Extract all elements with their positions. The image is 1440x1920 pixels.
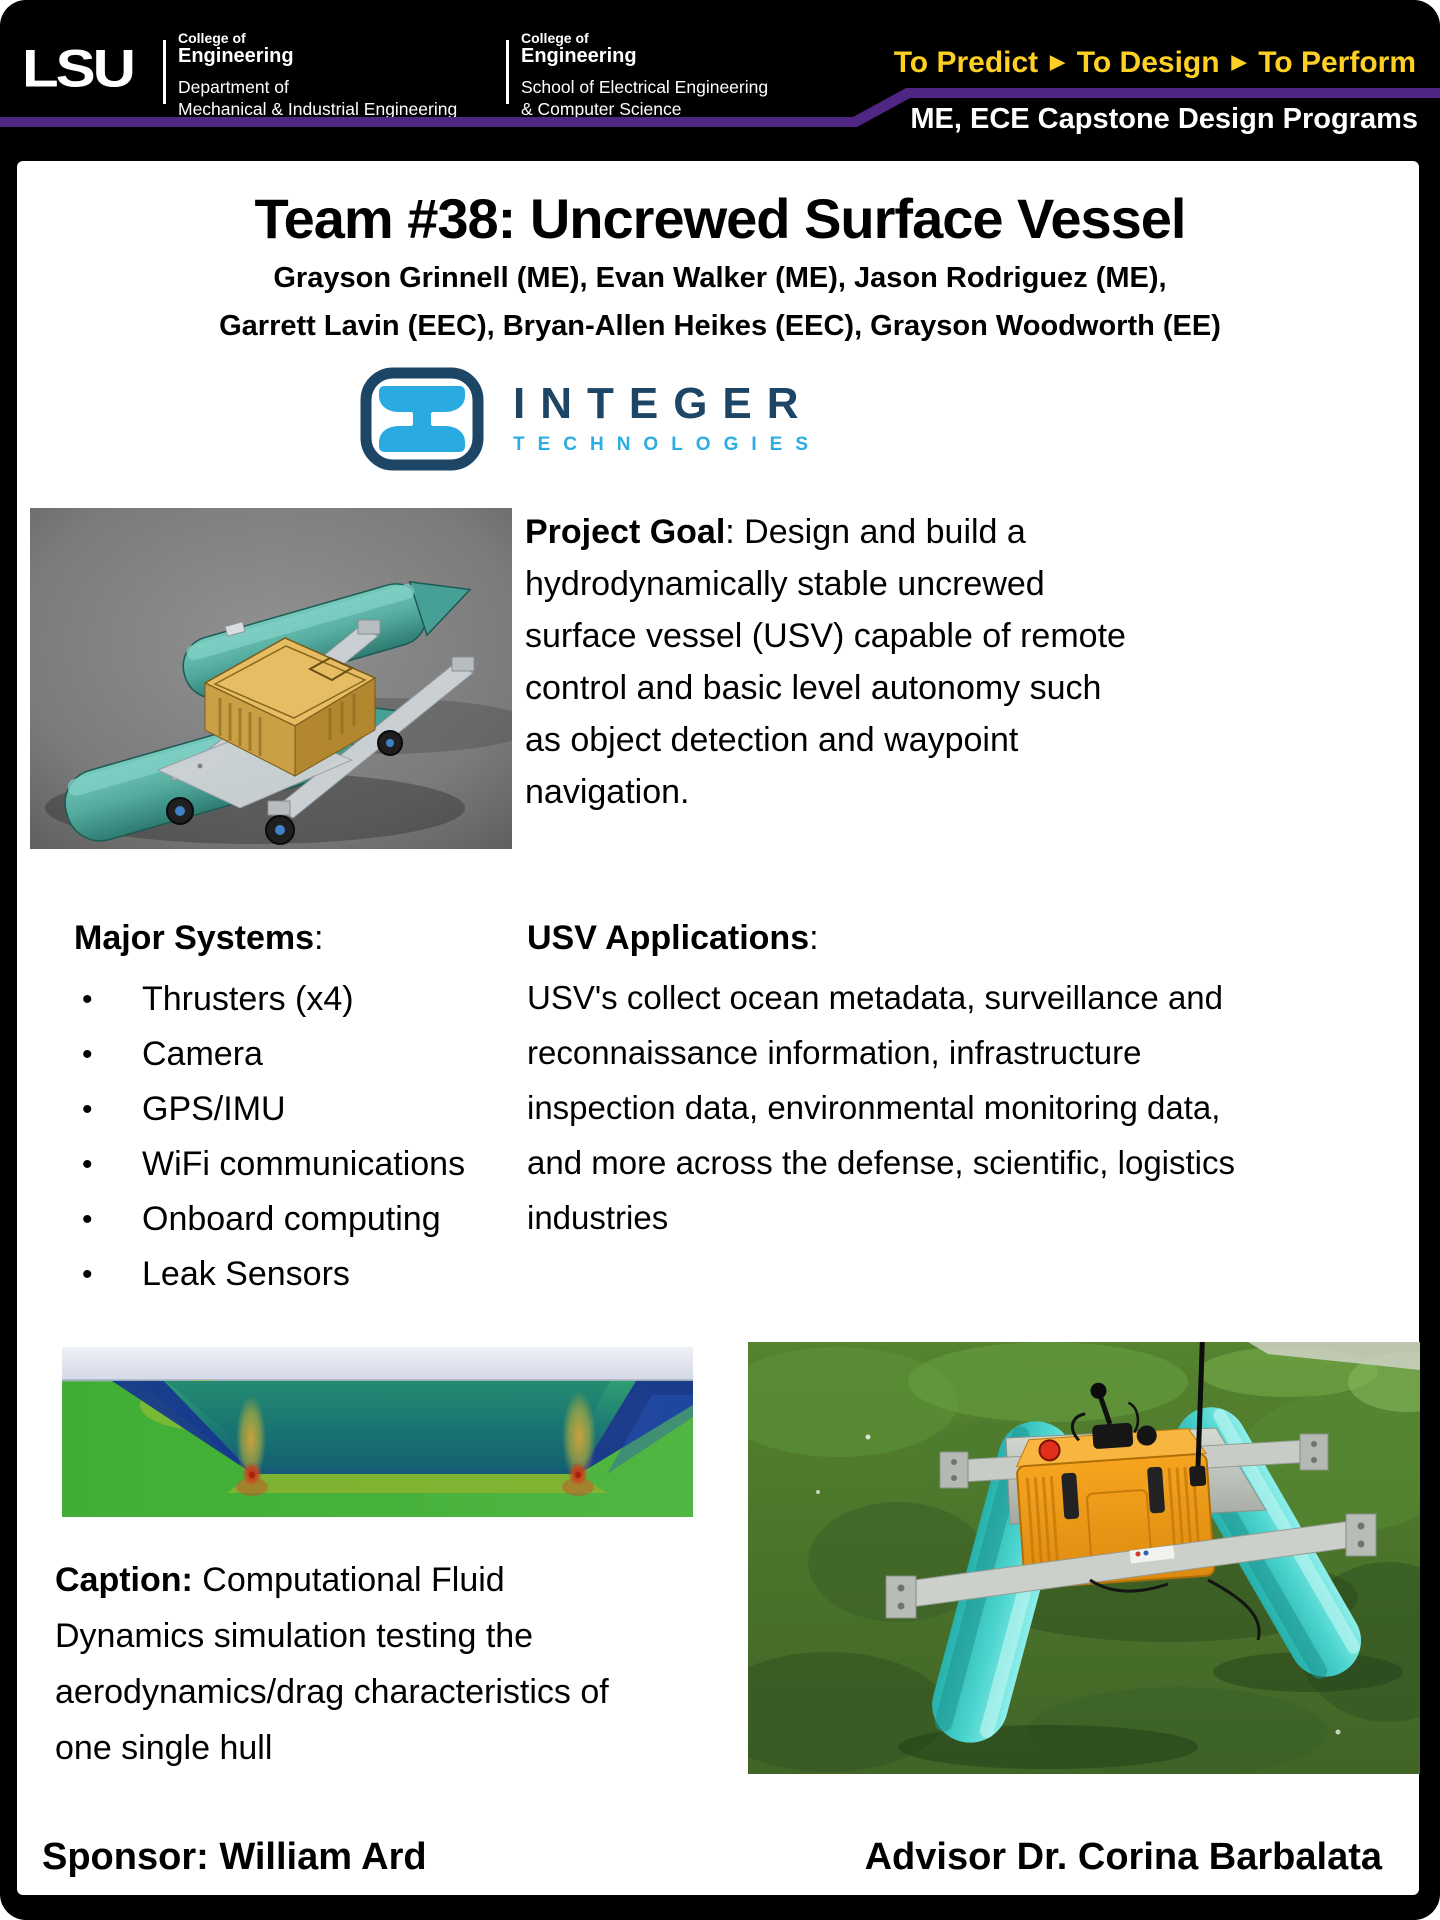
integer-logo xyxy=(0,366,1310,472)
authors-list xyxy=(0,254,1440,350)
major-systems-heading: Major Systems: xyxy=(74,919,324,957)
tagline-perform: To Perform xyxy=(1258,46,1416,79)
advisor-label: Advisor Dr. Corina Barbalata xyxy=(864,1836,1382,1878)
usv-applications-text: USV's collect ocean metadata, surveillance and reconnaissance information, infrastructure inspection data, environmental monitoring data, and more across the defense, scientific, logistics industries xyxy=(527,979,1236,1236)
integer-logo-text xyxy=(512,379,821,456)
dept-line: School of Electrical Engineering xyxy=(521,77,769,97)
list-item: • WiFi communications xyxy=(74,1137,484,1192)
integer-logo-subtitle: TECHNOLOGIES xyxy=(512,434,821,455)
integer-logo-name: INTEGER xyxy=(512,379,814,428)
project-goal-text: Project Goal: Design and build a hydrodynamically stable uncrewed surface vessel (USV) capable of remote control and basic level autonomy such as object detection and waypoint navigation. xyxy=(525,513,1126,811)
list-item: • Thrusters (x4) xyxy=(74,972,484,1027)
cad-render-image xyxy=(30,508,512,849)
project-goal-label: Project Goal xyxy=(525,513,726,551)
bullet-icon: • xyxy=(82,1038,93,1071)
cfd-simulation-figure xyxy=(62,1347,693,1517)
program-banner: ME, ECE Capstone Design Programs xyxy=(910,103,1418,135)
tagline-design: To Design xyxy=(1076,46,1220,79)
cfd-simulation-image xyxy=(62,1347,693,1517)
bullet-icon: • xyxy=(82,1148,93,1181)
usv-photo-figure xyxy=(748,1342,1420,1774)
authors-line: Grayson Grinnell (ME), Evan Walker (ME), Jason Rodriguez (ME), xyxy=(273,262,1167,294)
bullet-icon: • xyxy=(82,1093,93,1126)
list-item: • Camera xyxy=(74,1027,484,1082)
usv-applications-heading: USV Applications: xyxy=(527,919,819,957)
sponsor-label: Sponsor: William Ard xyxy=(42,1836,427,1878)
bullet-icon: • xyxy=(82,1258,93,1291)
purple-accent-stripe xyxy=(0,0,1440,162)
tagline-predict: To Predict xyxy=(893,46,1039,79)
list-item: • GPS/IMU xyxy=(74,1082,484,1137)
authors-line: Garrett Lavin (EEC), Bryan-Allen Heikes (EEC), Grayson Woodworth (EE) xyxy=(219,310,1221,342)
dept-line: & Computer Science xyxy=(521,99,682,119)
college-of-label: College of xyxy=(178,30,246,46)
cad-render-figure xyxy=(30,508,512,849)
list-item: • Onboard computing xyxy=(74,1192,484,1247)
lsu-logo: LSU xyxy=(22,38,133,98)
engineering-label: Engineering xyxy=(178,45,294,67)
major-systems-list xyxy=(74,972,484,1302)
usv-photo-image xyxy=(748,1342,1420,1774)
play-arrow-icon: ▶ xyxy=(1231,52,1247,73)
dept-line: Department of xyxy=(178,77,289,97)
integer-logo-icon xyxy=(359,366,485,472)
play-arrow-icon: ▶ xyxy=(1050,52,1065,73)
list-item: • Leak Sensors xyxy=(74,1247,484,1302)
bullet-icon: • xyxy=(82,983,93,1016)
page-title: Team #38: Uncrewed Surface Vessel xyxy=(254,187,1186,250)
major-systems-section xyxy=(74,916,484,1302)
caption-label: Caption: xyxy=(55,1561,193,1599)
figure-caption: Caption: Computational Fluid Dynamics simulation testing the aerodynamics/drag characteristics of one single hull xyxy=(55,1561,609,1767)
usv-applications-section xyxy=(527,916,1277,1245)
bullet-icon: • xyxy=(82,1203,93,1236)
college-of-label: College of xyxy=(521,30,589,46)
engineering-label: Engineering xyxy=(521,45,637,67)
dept-line: Mechanical & Industrial Engineering xyxy=(178,99,458,119)
